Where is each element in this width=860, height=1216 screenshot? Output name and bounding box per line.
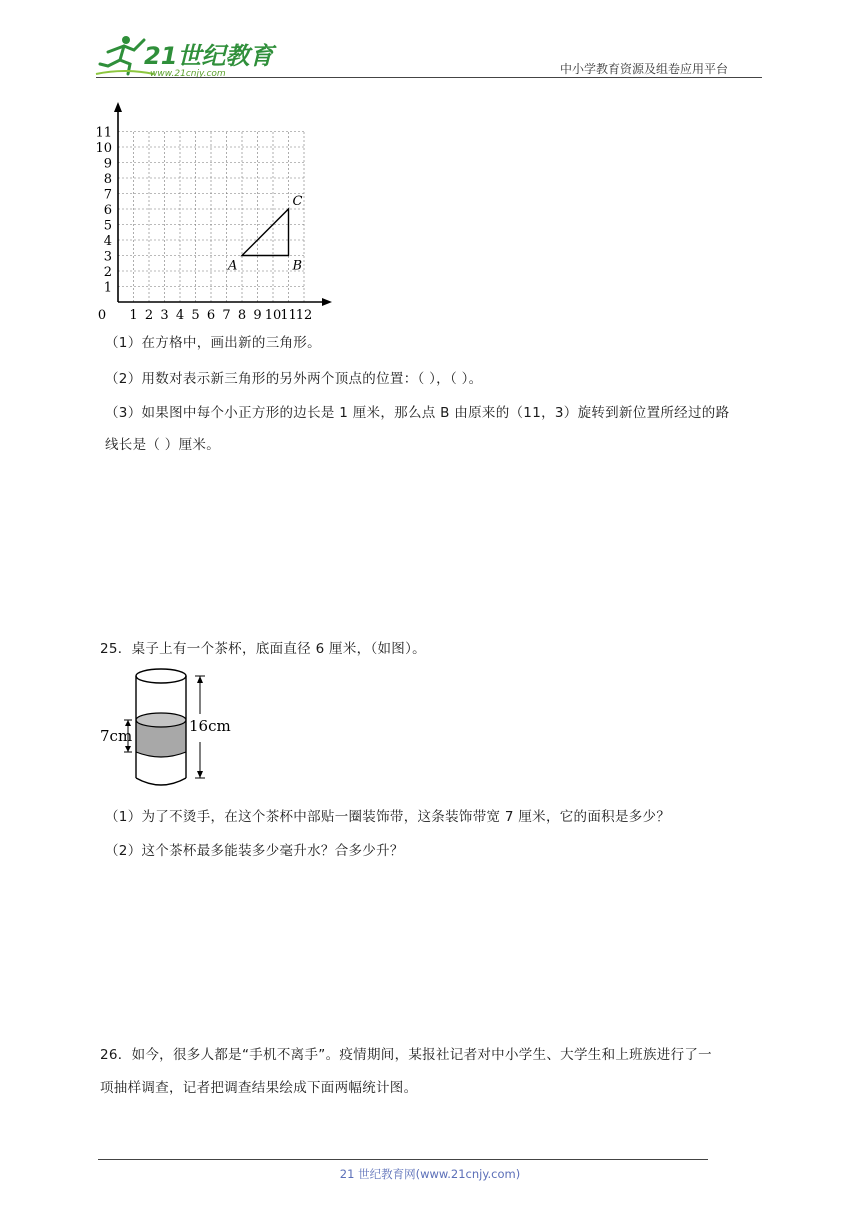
x-tick-label: 2 [144,307,154,323]
q24-part3-line1: （3）如果图中每个小正方形的边长是 1 厘米，那么点 B 由原来的（11，3）旋转到新位置所经过的路 [105,405,730,421]
vertex-label-a: A [228,258,238,274]
cup-figure [100,662,240,794]
x-tick-label: 11 [280,307,297,323]
x-tick-label: 8 [237,307,247,323]
coordinate-grid [94,102,334,323]
cup-height-label: 16cm [189,717,231,735]
x-tick-label: 12 [295,307,313,323]
triangle-abc [242,209,289,256]
x-tick-label: 3 [160,307,169,323]
x-tick-label: 4 [175,307,185,323]
q25-part1: （1）为了不烫手，在这个茶杯中部贴一圈装饰带，这条装饰带宽 7 厘米，它的面积是多少？ [105,809,671,825]
q24-part2: （2）用数对表示新三角形的另外两个顶点的位置：（ ），（ ）。 [105,371,483,387]
y-tick-label: 5 [103,218,112,234]
logo-url: www.21cnjy.com [150,69,226,79]
vertex-label-c: C [292,194,303,209]
q24-part1: （1）在方格中，画出新的三角形。 [105,335,321,351]
x-tick-label: 9 [253,307,262,323]
x-tick-label: 6 [206,307,216,323]
q26-line1: 26．如今，很多人都是“手机不离手”。疫情期间，某报社记者对中小学生、大学生和上班族进行了一 [100,1047,712,1063]
y-tick-label: 10 [95,141,112,156]
footer-text: 21 世纪教育网(www.21cnjy.com) [339,1167,521,1181]
footer-divider [98,1159,708,1160]
logo-text: 21世纪教育 [144,42,274,70]
q25-stem: 25．桌子上有一个茶杯，底面直径 6 厘米，（如图）。 [100,641,426,657]
y-tick-label: 4 [103,234,112,249]
y-tick-label: 7 [103,187,112,203]
x-tick-label: 0 [97,307,107,323]
band-width-label: 7cm [100,727,133,745]
x-tick-label: 10 [264,307,282,323]
y-tick-label: 3 [103,249,112,265]
cup-diagram [100,662,240,790]
y-tick-label: 1 [103,280,112,296]
x-tick-label: 5 [191,307,200,323]
x-tick-label: 7 [222,307,231,323]
y-tick-label: 8 [103,172,112,187]
q26-line2: 项抽样调查，记者把调查结果绘成下面两幅统计图。 [100,1080,418,1096]
y-tick-label: 9 [103,156,112,172]
header-divider [96,77,762,78]
q24-part3-line2: 线长是（ ）厘米。 [105,437,220,453]
vertex-label-b: B [292,258,303,274]
coordinate-grid-figure [94,102,334,323]
y-tick-label: 6 [103,203,112,218]
x-tick-label: 1 [129,307,138,323]
q25-part2: （2）这个茶杯最多能装多少毫升水？合多少升？ [105,843,404,859]
y-tick-label: 2 [103,265,112,280]
platform-name: 中小学教育资源及组卷应用平台 [560,62,729,76]
y-tick-label: 11 [95,125,112,141]
